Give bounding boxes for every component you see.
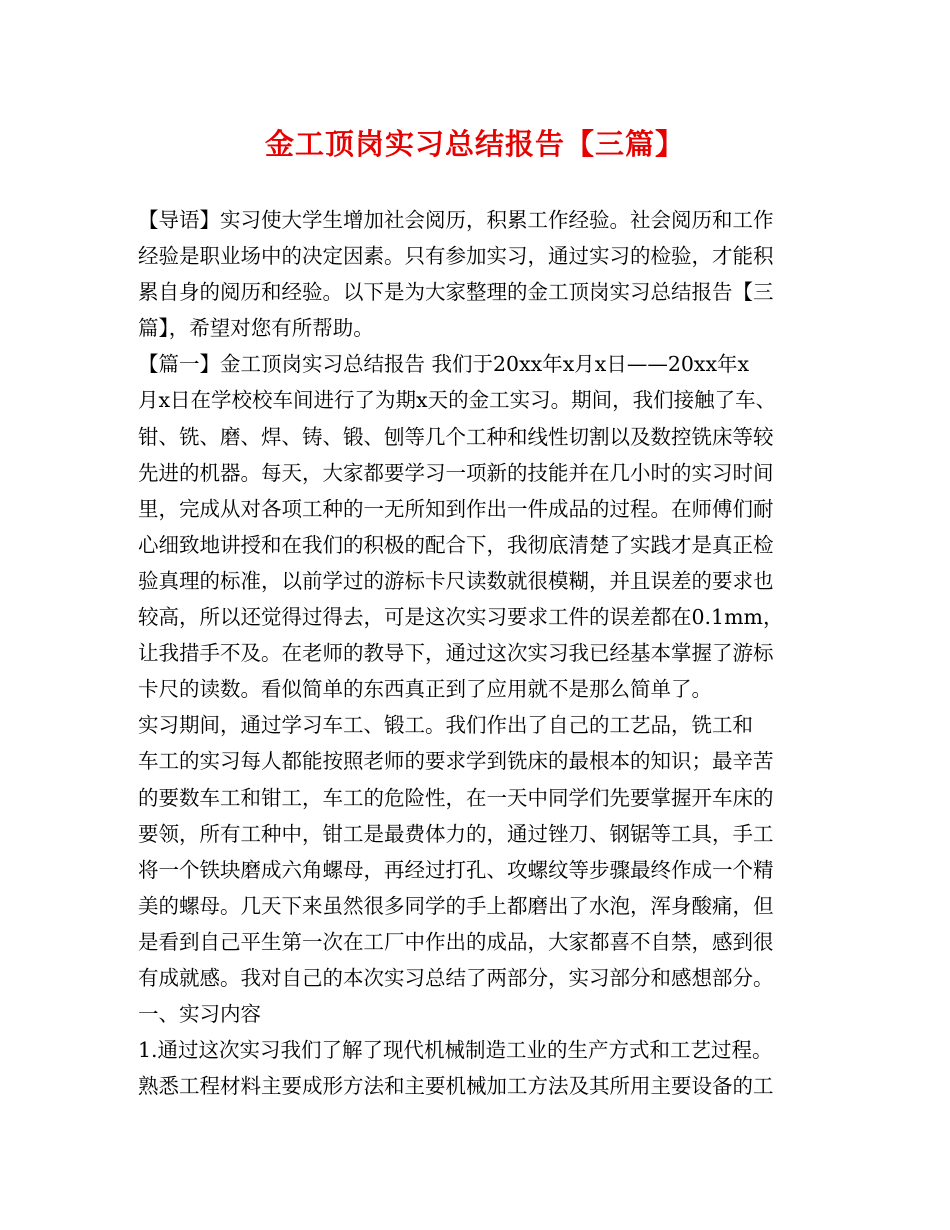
- body-line: 让我措手不及。在老师的教导下，通过这次实习我已经基本掌握了游标: [138, 641, 774, 666]
- body-line: 卡尺的读数。看似简单的东西真正到了应用就不是那么简单了。: [138, 677, 712, 702]
- body-line: 心细致地讲授和在我们的积极的配合下，我彻底清楚了实践才是真正检: [138, 532, 774, 557]
- body-line: 累自身的阅历和经验。以下是为大家整理的金工顶岗实习总结报告【三: [138, 280, 774, 305]
- body-line: 经验是职业场中的决定因素。只有参加实习，通过实习的检验，才能积: [138, 244, 774, 269]
- body-line: 钳、铣、磨、焊、铸、锻、刨等几个工种和线性切割以及数控铣床等较: [138, 424, 774, 449]
- body-line: 要领，所有工种中，钳工是最费体力的，通过锉刀、钢锯等工具，手工: [138, 821, 774, 846]
- body-line: 是看到自己平生第一次在工厂中作出的成品，大家都喜不自禁，感到很: [138, 929, 774, 954]
- body-line: 一、实习内容: [138, 1002, 261, 1027]
- body-line: 将一个铁块磨成六角螺母，再经过打孔、攻螺纹等步骤最终作成一个精: [138, 857, 774, 882]
- body-line: 1.通过这次实习我们了解了现代机械制造工业的生产方式和工艺过程。: [138, 1038, 773, 1063]
- body-line: 验真理的标准，以前学过的游标卡尺读数就很模糊，并且误差的要求也: [138, 568, 774, 593]
- body-line: 里，完成从对各项工种的一无所知到作出一件成品的过程。在师傅们耐: [138, 496, 774, 521]
- body-line: 月x日在学校校车间进行了为期x天的金工实习。期间，我们接触了车、: [138, 388, 777, 413]
- body-line: 有成就感。我对自己的本次实习总结了两部分，实习部分和感想部分。: [138, 965, 774, 990]
- body-line: 较高，所以还觉得过得去，可是这次实习要求工件的误差都在0.1mm，: [138, 605, 784, 630]
- body-line: 车工的实习每人都能按照老师的要求学到铣床的最根本的知识；最辛苦: [138, 749, 774, 774]
- body-line: 篇】，希望对您有所帮助。: [138, 316, 374, 341]
- body-line: 熟悉工程材料主要成形方法和主要机械加工方法及其所用主要设备的工: [138, 1074, 774, 1099]
- body-line: 【篇一】金工顶岗实习总结报告 我们于20xx年x月x日——20xx年x: [138, 352, 750, 377]
- body-line: 【导语】实习使大学生增加社会阅历，积累工作经验。社会阅历和工作: [138, 208, 774, 232]
- document-body: [138, 202, 828, 1104]
- body-line: 的要数车工和钳工，车工的危险性，在一天中同学们先要掌握开车床的: [138, 785, 774, 810]
- body-line: 先进的机器。每天，大家都要学习一项新的技能并在几小时的实习时间: [138, 460, 774, 485]
- body-line: 实习期间，通过学习车工、锻工。我们作出了自己的工艺品，铣工和: [138, 713, 753, 738]
- document-title: 金工顶岗实习总结报告【三篇】: [264, 127, 685, 161]
- body-line: 美的螺母。几天下来虽然很多同学的手上都磨出了水泡，浑身酸痛，但: [138, 893, 774, 918]
